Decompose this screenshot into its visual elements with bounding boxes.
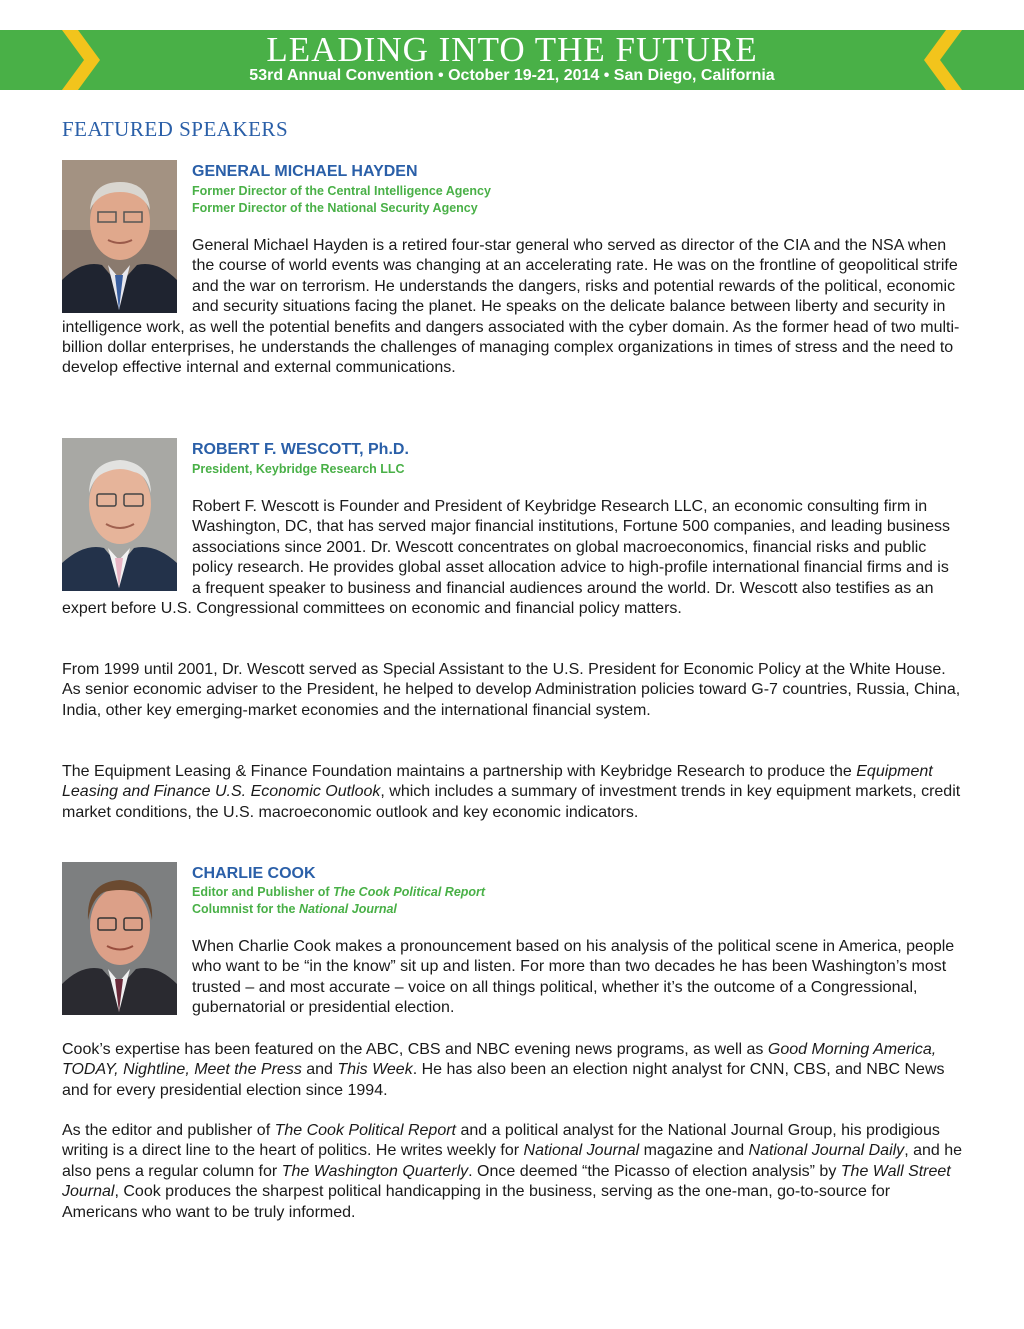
banner-title: LEADING INTO THE FUTURE xyxy=(266,30,758,69)
role-publication: National Journal xyxy=(298,902,397,916)
publication-title: The Cook Political Report xyxy=(274,1122,456,1139)
bio-text: , which includes a summary of investment trends in key equipment markets, credit market conditions, the U.S. macroeconomic outlook and key economic indicators. xyxy=(62,783,961,821)
role-text: Editor and Publisher of xyxy=(192,885,333,899)
bio-text: The Equipment Leasing & Finance Foundation maintains a partnership with Keybridge Research to produce the xyxy=(62,763,857,780)
bio-text: and xyxy=(301,1061,338,1079)
bio-text: When Charlie Cook makes a pronouncement based on his analysis of the political scene in America, people who want to be “in the know” sit up and listen. For more than two decades he has been Washington’s most trusted – and most accurate – voice on all things political, whether it’s the outcome of a Congressional, gubernatorial or presidential election. xyxy=(192,938,955,1017)
speaker-role-cook-2 xyxy=(192,901,397,918)
speaker-bio-cook xyxy=(62,937,962,1019)
speaker-bio-cook-3 xyxy=(62,1121,962,1223)
bio-text: . Once deemed “the Picasso of election analysis” by xyxy=(468,1162,841,1180)
header-banner xyxy=(0,30,1024,90)
bio-text: . He has also been an election night analyst for CNN, CBS, and NBC News and for every presidential election since 1994. xyxy=(62,1061,945,1099)
role-publication: The Cook Political Report xyxy=(332,885,486,899)
speaker-bio-wescott xyxy=(62,497,962,619)
program-title: This Week xyxy=(337,1061,413,1079)
bio-text: , and he also pens a regular column for xyxy=(62,1142,963,1180)
bio-text: General Michael Hayden is a retired four-star general who served as director of the CIA and the NSA when the course of world events was changing at an accelerating rate. He was on the frontline of geopolitical strife and the war on terrorism. He understands the dangers, risks and potential rewards of the political, economic and security situations facing the planet. He speaks on the delicate balance between liberty and security in intelligence work, as well the potential benefits and dangers associated with the cyber domain. As the former head of two multi-billion dollar enterprises, he understands the challenges of managing complex organizations in times of stress and the need to develop effective internal and external communications. xyxy=(62,237,960,377)
bio-text: , Cook produces the sharpest political handicapping in the business, serving as the one-man, go-to-source for Americans who want to be truly informed. xyxy=(62,1183,891,1221)
speaker-bio-hayden xyxy=(62,236,962,379)
speaker-name-wescott: ROBERT F. WESCOTT, Ph.D. xyxy=(192,441,409,458)
speaker-bio-cook-2 xyxy=(62,1040,962,1101)
program-titles: Good Morning America, TODAY, Nightline, Meet the Press xyxy=(62,1041,937,1079)
publication-title: Equipment Leasing and Finance U.S. Economic Outlook xyxy=(62,763,933,801)
speaker-bio-wescott-3 xyxy=(62,762,962,823)
banner-subtitle: 53rd Annual Convention • October 19-21, 2014 • San Diego, California xyxy=(249,67,775,84)
publication-title: National Journal xyxy=(523,1142,640,1160)
publication-title: The Washington Quarterly xyxy=(281,1162,469,1180)
bio-text: As the editor and publisher of xyxy=(62,1122,275,1139)
speaker-role-hayden-1: Former Director of the Central Intelligence Agency xyxy=(192,184,491,198)
speaker-name-cook: CHARLIE COOK xyxy=(192,865,316,882)
publication-title: The Wall Street Journal xyxy=(62,1162,951,1201)
role-text: Columnist for the xyxy=(192,902,299,916)
bio-text: and a political analyst for the National Journal Group, his prodigious writing is a direct line to the heart of politics. He writes weekly for xyxy=(62,1122,940,1160)
speaker-bio-wescott-2: From 1999 until 2001, Dr. Wescott served as Special Assistant to the U.S. President for Economic Policy at the White House. As senior economic adviser to the President, he helped to develop Administration policies toward G-7 countries, Russia, China, India, other key emerging-market economies and the international financial system. xyxy=(62,661,961,719)
speaker-name-hayden: GENERAL MICHAEL HAYDEN xyxy=(192,163,418,180)
bio-text: Robert F. Wescott is Founder and President of Keybridge Research LLC, an economic consulting firm in Washington, DC, that has served major financial institutions, Fortune 500 companies, and leading business associations since 2001. Dr. Wescott concentrates on global macroeconomics, financial risks and public policy research. He provides global asset allocation advice to high-profile international financial firms and is a frequent speaker to business and financial audiences around the world. Dr. Wescott also testifies as an expert before U.S. Congressional committees on economic and financial policy matters. xyxy=(62,498,951,618)
section-title: FEATURED SPEAKERS xyxy=(62,117,289,141)
speaker-role-hayden-2: Former Director of the National Security Agency xyxy=(192,201,478,215)
publication-title: National Journal Daily xyxy=(748,1142,905,1160)
speaker-role-cook-1 xyxy=(192,884,485,901)
speaker-role-wescott: President, Keybridge Research LLC xyxy=(192,462,405,476)
bio-text: Cook’s expertise has been featured on the ABC, CBS and NBC evening news programs, as well as xyxy=(62,1041,768,1058)
bio-text: magazine and xyxy=(639,1142,749,1160)
